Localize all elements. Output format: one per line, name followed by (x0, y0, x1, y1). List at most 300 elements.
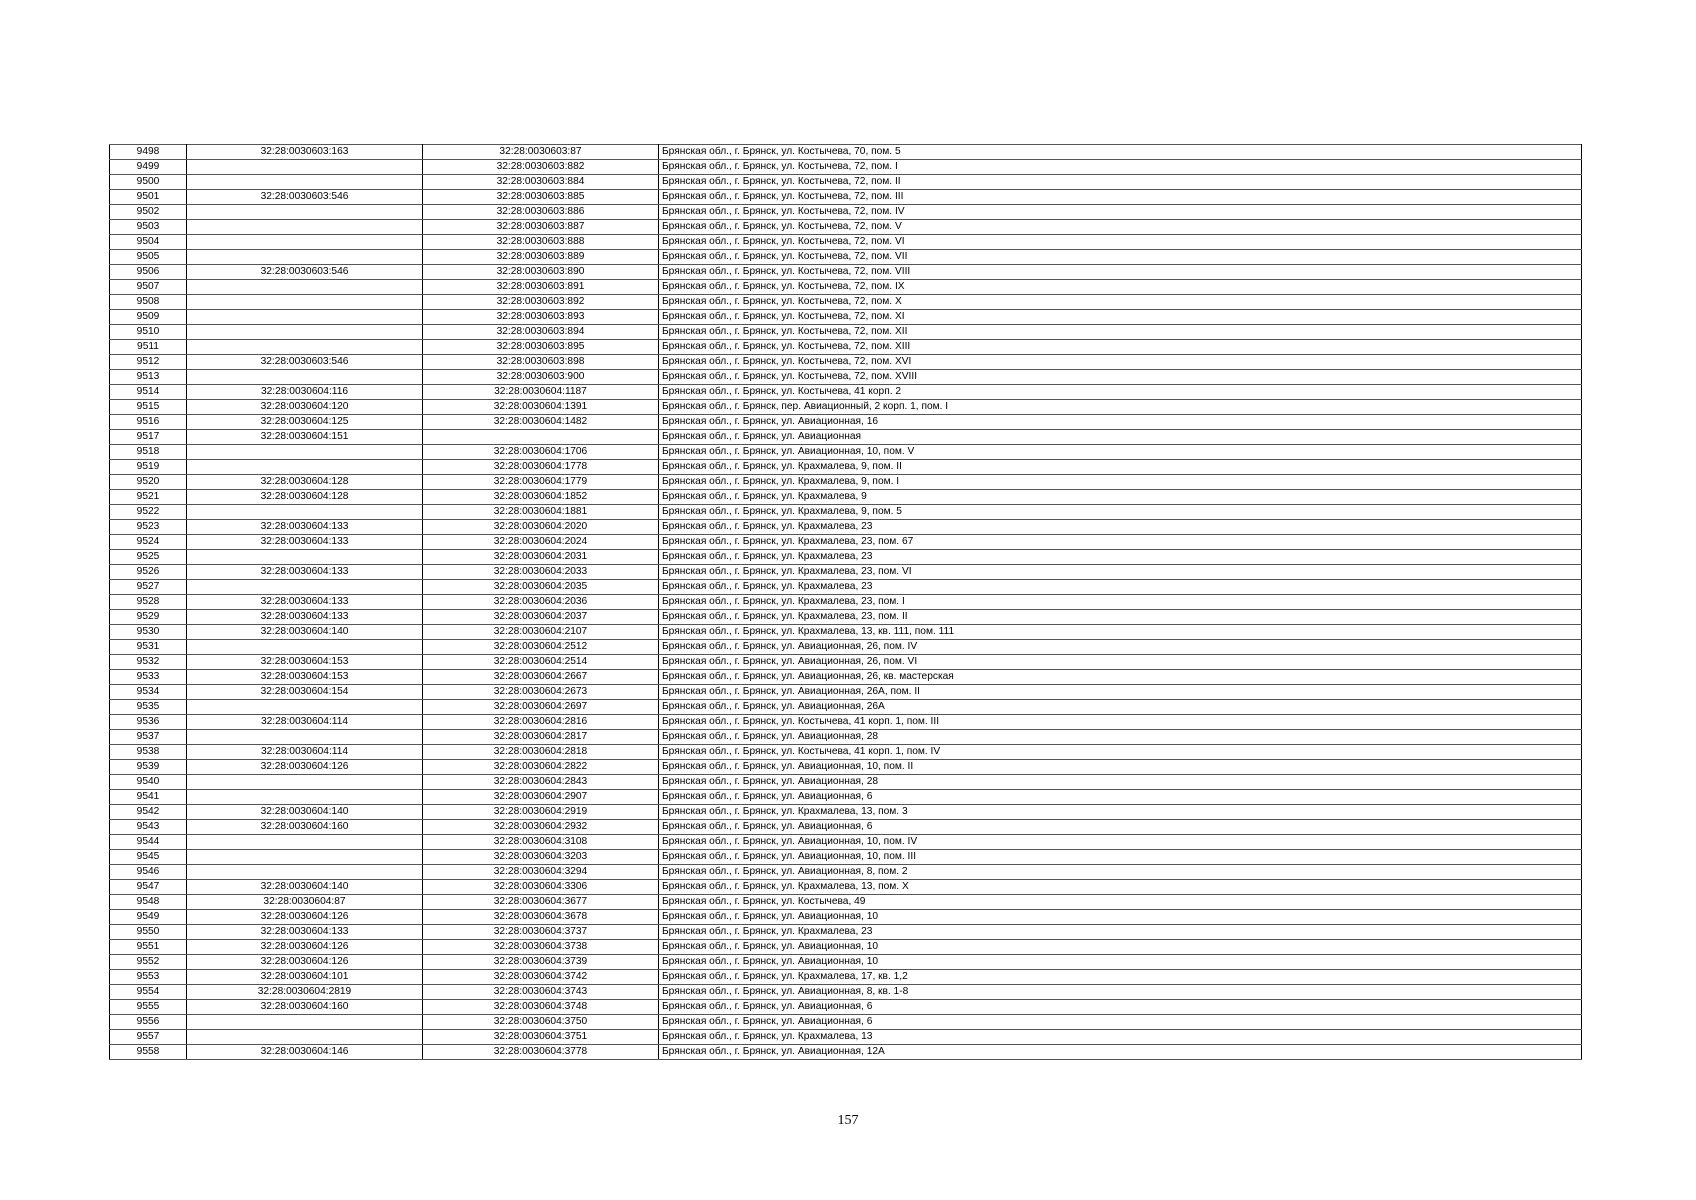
row-number-cell: 9550 (110, 925, 187, 940)
parcel-number-cell: 32:28:0030604:146 (187, 1045, 423, 1060)
row-number-cell: 9499 (110, 160, 187, 175)
address-cell: Брянская обл., г. Брянск, ул. Костычева, 72, пом. XII (659, 325, 1582, 340)
parcel-number-cell: 32:28:0030604:114 (187, 745, 423, 760)
address-cell: Брянская обл., г. Брянск, ул. Костычева, 41 корп. 2 (659, 385, 1582, 400)
row-number-cell: 9508 (110, 295, 187, 310)
address-cell: Брянская обл., г. Брянск, ул. Крахмалева, 13, пом. X (659, 880, 1582, 895)
parcel-number-cell (187, 160, 423, 175)
object-number-cell: 32:28:0030604:1391 (423, 400, 659, 415)
parcel-number-cell: 32:28:0030603:546 (187, 265, 423, 280)
table-row (110, 925, 1582, 940)
object-number-cell: 32:28:0030604:3742 (423, 970, 659, 985)
row-number-cell: 9547 (110, 880, 187, 895)
address-cell: Брянская обл., г. Брянск, ул. Крахмалева, 13, кв. 111, пом. 111 (659, 625, 1582, 640)
address-cell: Брянская обл., г. Брянск, ул. Костычева, 72, пом. IX (659, 280, 1582, 295)
row-number-cell: 9545 (110, 850, 187, 865)
address-cell: Брянская обл., г. Брянск, ул. Авиационная, 26, кв. мастерская (659, 670, 1582, 685)
address-cell: Брянская обл., г. Брянск, пер. Авиационный, 2 корп. 1, пом. I (659, 400, 1582, 415)
object-number-cell: 32:28:0030603:889 (423, 250, 659, 265)
object-number-cell: 32:28:0030604:3677 (423, 895, 659, 910)
address-cell: Брянская обл., г. Брянск, ул. Костычева, 72, пом. III (659, 190, 1582, 205)
parcel-number-cell (187, 580, 423, 595)
address-cell: Брянская обл., г. Брянск, ул. Авиационная, 6 (659, 820, 1582, 835)
object-number-cell: 32:28:0030604:2512 (423, 640, 659, 655)
address-cell: Брянская обл., г. Брянск, ул. Костычева, 72, пом. II (659, 175, 1582, 190)
table-row (110, 970, 1582, 985)
table-row (110, 565, 1582, 580)
row-number-cell: 9534 (110, 685, 187, 700)
object-number-cell: 32:28:0030604:2036 (423, 595, 659, 610)
row-number-cell: 9549 (110, 910, 187, 925)
parcel-number-cell (187, 280, 423, 295)
row-number-cell: 9538 (110, 745, 187, 760)
parcel-number-cell (187, 460, 423, 475)
row-number-cell: 9531 (110, 640, 187, 655)
address-cell: Брянская обл., г. Брянск, ул. Крахмалева, 23 (659, 550, 1582, 565)
object-number-cell: 32:28:0030604:2697 (423, 700, 659, 715)
row-number-cell: 9556 (110, 1015, 187, 1030)
table-row (110, 940, 1582, 955)
object-number-cell: 32:28:0030604:1482 (423, 415, 659, 430)
row-number-cell: 9523 (110, 520, 187, 535)
address-cell: Брянская обл., г. Брянск, ул. Авиационная, 12А (659, 1045, 1582, 1060)
object-number-cell: 32:28:0030604:3737 (423, 925, 659, 940)
address-cell: Брянская обл., г. Брянск, ул. Крахмалева, 23, пом. I (659, 595, 1582, 610)
parcel-number-cell: 32:28:0030604:126 (187, 955, 423, 970)
object-number-cell: 32:28:0030604:3678 (423, 910, 659, 925)
parcel-number-cell (187, 1015, 423, 1030)
object-number-cell: 32:28:0030604:2020 (423, 520, 659, 535)
table-row (110, 505, 1582, 520)
object-number-cell: 32:28:0030604:2822 (423, 760, 659, 775)
row-number-cell: 9512 (110, 355, 187, 370)
address-cell: Брянская обл., г. Брянск, ул. Крахмалева, 23 (659, 925, 1582, 940)
table-row (110, 580, 1582, 595)
address-cell: Брянская обл., г. Брянск, ул. Крахмалева, 9, пом. II (659, 460, 1582, 475)
address-cell: Брянская обл., г. Брянск, ул. Авиационная, 6 (659, 1015, 1582, 1030)
row-number-cell: 9552 (110, 955, 187, 970)
row-number-cell: 9541 (110, 790, 187, 805)
parcel-number-cell (187, 865, 423, 880)
object-number-cell: 32:28:0030603:891 (423, 280, 659, 295)
row-number-cell: 9537 (110, 730, 187, 745)
parcel-number-cell (187, 700, 423, 715)
parcel-number-cell (187, 550, 423, 565)
table-row (110, 790, 1582, 805)
row-number-cell: 9535 (110, 700, 187, 715)
row-number-cell: 9511 (110, 340, 187, 355)
registry-table-body (110, 145, 1582, 1060)
parcel-number-cell: 32:28:0030604:140 (187, 625, 423, 640)
table-row (110, 550, 1582, 565)
table-row (110, 955, 1582, 970)
object-number-cell: 32:28:0030604:3306 (423, 880, 659, 895)
object-number-cell: 32:28:0030604:2514 (423, 655, 659, 670)
address-cell: Брянская обл., г. Брянск, ул. Авиационная, 10, пом. II (659, 760, 1582, 775)
parcel-number-cell (187, 235, 423, 250)
object-number-cell: 32:28:0030603:887 (423, 220, 659, 235)
address-cell: Брянская обл., г. Брянск, ул. Костычева, 72, пом. I (659, 160, 1582, 175)
address-cell: Брянская обл., г. Брянск, ул. Костычева, 72, пом. XVI (659, 355, 1582, 370)
table-row (110, 175, 1582, 190)
table-row (110, 640, 1582, 655)
address-cell: Брянская обл., г. Брянск, ул. Авиационная, 28 (659, 775, 1582, 790)
row-number-cell: 9521 (110, 490, 187, 505)
object-number-cell: 32:28:0030603:885 (423, 190, 659, 205)
object-number-cell: 32:28:0030603:890 (423, 265, 659, 280)
row-number-cell: 9546 (110, 865, 187, 880)
row-number-cell: 9514 (110, 385, 187, 400)
object-number-cell: 32:28:0030604:1778 (423, 460, 659, 475)
address-cell: Брянская обл., г. Брянск, ул. Авиационная, 10 (659, 940, 1582, 955)
table-row (110, 160, 1582, 175)
address-cell: Брянская обл., г. Брянск, ул. Авиационная, 10, пом. III (659, 850, 1582, 865)
object-number-cell: 32:28:0030604:3203 (423, 850, 659, 865)
address-cell: Брянская обл., г. Брянск, ул. Авиационная, 26, пом. VI (659, 655, 1582, 670)
object-number-cell: 32:28:0030604:3743 (423, 985, 659, 1000)
parcel-number-cell (187, 835, 423, 850)
row-number-cell: 9557 (110, 1030, 187, 1045)
object-number-cell: 32:28:0030604:3750 (423, 1015, 659, 1030)
parcel-number-cell: 32:28:0030604:133 (187, 925, 423, 940)
object-number-cell: 32:28:0030603:87 (423, 145, 659, 160)
row-number-cell: 9524 (110, 535, 187, 550)
object-number-cell: 32:28:0030603:884 (423, 175, 659, 190)
address-cell: Брянская обл., г. Брянск, ул. Авиационная, 8, пом. 2 (659, 865, 1582, 880)
parcel-number-cell (187, 325, 423, 340)
parcel-number-cell: 32:28:0030604:125 (187, 415, 423, 430)
address-cell: Брянская обл., г. Брянск, ул. Костычева, 41 корп. 1, пом. IV (659, 745, 1582, 760)
row-number-cell: 9517 (110, 430, 187, 445)
parcel-number-cell (187, 790, 423, 805)
parcel-number-cell: 32:28:0030604:133 (187, 535, 423, 550)
object-number-cell: 32:28:0030604:2816 (423, 715, 659, 730)
address-cell: Брянская обл., г. Брянск, ул. Авиационная, 6 (659, 790, 1582, 805)
row-number-cell: 9530 (110, 625, 187, 640)
parcel-number-cell: 32:28:0030604:126 (187, 760, 423, 775)
row-number-cell: 9500 (110, 175, 187, 190)
address-cell: Брянская обл., г. Брянск, ул. Костычева, 49 (659, 895, 1582, 910)
row-number-cell: 9551 (110, 940, 187, 955)
parcel-number-cell (187, 205, 423, 220)
address-cell: Брянская обл., г. Брянск, ул. Авиационная, 10, пом. IV (659, 835, 1582, 850)
object-number-cell: 32:28:0030604:2107 (423, 625, 659, 640)
parcel-number-cell: 32:28:0030604:140 (187, 805, 423, 820)
parcel-number-cell: 32:28:0030604:87 (187, 895, 423, 910)
row-number-cell: 9532 (110, 655, 187, 670)
table-row (110, 415, 1582, 430)
table-row (110, 880, 1582, 895)
parcel-number-cell (187, 445, 423, 460)
object-number-cell: 32:28:0030604:2932 (423, 820, 659, 835)
parcel-number-cell (187, 850, 423, 865)
row-number-cell: 9554 (110, 985, 187, 1000)
object-number-cell: 32:28:0030604:2033 (423, 565, 659, 580)
row-number-cell: 9502 (110, 205, 187, 220)
object-number-cell: 32:28:0030604:3751 (423, 1030, 659, 1045)
object-number-cell: 32:28:0030604:1779 (423, 475, 659, 490)
object-number-cell: 32:28:0030604:3748 (423, 1000, 659, 1015)
parcel-number-cell: 32:28:0030604:133 (187, 595, 423, 610)
table-row (110, 655, 1582, 670)
object-number-cell: 32:28:0030604:2919 (423, 805, 659, 820)
object-number-cell: 32:28:0030603:895 (423, 340, 659, 355)
table-row (110, 805, 1582, 820)
table-row (110, 985, 1582, 1000)
table-row (110, 685, 1582, 700)
row-number-cell: 9509 (110, 310, 187, 325)
table-row (110, 700, 1582, 715)
table-row (110, 430, 1582, 445)
row-number-cell: 9525 (110, 550, 187, 565)
address-cell: Брянская обл., г. Брянск, ул. Крахмалева, 23 (659, 580, 1582, 595)
parcel-number-cell: 32:28:0030604:140 (187, 880, 423, 895)
address-cell: Брянская обл., г. Брянск, ул. Авиационная, 26А (659, 700, 1582, 715)
parcel-number-cell: 32:28:0030604:151 (187, 430, 423, 445)
object-number-cell: 32:28:0030604:1187 (423, 385, 659, 400)
address-cell: Брянская обл., г. Брянск, ул. Крахмалева, 23, пом. II (659, 610, 1582, 625)
object-number-cell: 32:28:0030604:2667 (423, 670, 659, 685)
address-cell: Брянская обл., г. Брянск, ул. Крахмалева, 23 (659, 520, 1582, 535)
parcel-number-cell: 32:28:0030604:153 (187, 655, 423, 670)
table-row (110, 595, 1582, 610)
object-number-cell: 32:28:0030603:898 (423, 355, 659, 370)
parcel-number-cell (187, 775, 423, 790)
row-number-cell: 9539 (110, 760, 187, 775)
table-row (110, 1045, 1582, 1060)
table-row (110, 190, 1582, 205)
row-number-cell: 9513 (110, 370, 187, 385)
object-number-cell (423, 430, 659, 445)
parcel-number-cell: 32:28:0030604:154 (187, 685, 423, 700)
row-number-cell: 9504 (110, 235, 187, 250)
row-number-cell: 9533 (110, 670, 187, 685)
parcel-number-cell: 32:28:0030604:114 (187, 715, 423, 730)
table-row (110, 820, 1582, 835)
row-number-cell: 9553 (110, 970, 187, 985)
address-cell: Брянская обл., г. Брянск, ул. Крахмалева, 9, пом. 5 (659, 505, 1582, 520)
row-number-cell: 9555 (110, 1000, 187, 1015)
table-row (110, 370, 1582, 385)
object-number-cell: 32:28:0030604:2024 (423, 535, 659, 550)
address-cell: Брянская обл., г. Брянск, ул. Костычева, 70, пом. 5 (659, 145, 1582, 160)
table-row (110, 250, 1582, 265)
address-cell: Брянская обл., г. Брянск, ул. Костычева, 41 корп. 1, пом. III (659, 715, 1582, 730)
address-cell: Брянская обл., г. Брянск, ул. Костычева, 72, пом. VI (659, 235, 1582, 250)
table-row (110, 145, 1582, 160)
table-row (110, 865, 1582, 880)
table-row (110, 310, 1582, 325)
object-number-cell: 32:28:0030604:2037 (423, 610, 659, 625)
table-row (110, 715, 1582, 730)
object-number-cell: 32:28:0030603:900 (423, 370, 659, 385)
address-cell: Брянская обл., г. Брянск, ул. Костычева, 72, пом. VIII (659, 265, 1582, 280)
table-row (110, 1015, 1582, 1030)
parcel-number-cell: 32:28:0030604:160 (187, 1000, 423, 1015)
parcel-number-cell: 32:28:0030604:133 (187, 520, 423, 535)
address-cell: Брянская обл., г. Брянск, ул. Авиационная, 10 (659, 955, 1582, 970)
table-row (110, 745, 1582, 760)
address-cell: Брянская обл., г. Брянск, ул. Авиационная, 6 (659, 1000, 1582, 1015)
table-row (110, 280, 1582, 295)
object-number-cell: 32:28:0030604:2843 (423, 775, 659, 790)
table-row (110, 895, 1582, 910)
parcel-number-cell: 32:28:0030604:126 (187, 940, 423, 955)
parcel-number-cell: 32:28:0030604:153 (187, 670, 423, 685)
address-cell: Брянская обл., г. Брянск, ул. Костычева, 72, пом. XIII (659, 340, 1582, 355)
row-number-cell: 9542 (110, 805, 187, 820)
parcel-number-cell (187, 1030, 423, 1045)
row-number-cell: 9515 (110, 400, 187, 415)
address-cell: Брянская обл., г. Брянск, ул. Авиационная, 28 (659, 730, 1582, 745)
page-number: 157 (837, 1113, 859, 1128)
table-row (110, 1000, 1582, 1015)
parcel-number-cell (187, 640, 423, 655)
table-row (110, 355, 1582, 370)
parcel-number-cell: 32:28:0030604:133 (187, 565, 423, 580)
object-number-cell: 32:28:0030604:3294 (423, 865, 659, 880)
row-number-cell: 9527 (110, 580, 187, 595)
parcel-number-cell (187, 340, 423, 355)
parcel-number-cell: 32:28:0030603:546 (187, 190, 423, 205)
address-cell: Брянская обл., г. Брянск, ул. Крахмалева, 13, пом. 3 (659, 805, 1582, 820)
row-number-cell: 9498 (110, 145, 187, 160)
table-row (110, 760, 1582, 775)
table-row (110, 475, 1582, 490)
row-number-cell: 9544 (110, 835, 187, 850)
object-number-cell: 32:28:0030603:893 (423, 310, 659, 325)
parcel-number-cell (187, 250, 423, 265)
row-number-cell: 9543 (110, 820, 187, 835)
object-number-cell: 32:28:0030603:886 (423, 205, 659, 220)
table-row (110, 535, 1582, 550)
parcel-number-cell (187, 295, 423, 310)
table-row (110, 490, 1582, 505)
address-cell: Брянская обл., г. Брянск, ул. Крахмалева, 23, пом. VI (659, 565, 1582, 580)
address-cell: Брянская обл., г. Брянск, ул. Авиационная, 16 (659, 415, 1582, 430)
table-row (110, 400, 1582, 415)
address-cell: Брянская обл., г. Брянск, ул. Авиационная (659, 430, 1582, 445)
parcel-number-cell: 32:28:0030604:120 (187, 400, 423, 415)
object-number-cell: 32:28:0030604:2031 (423, 550, 659, 565)
table-row (110, 220, 1582, 235)
row-number-cell: 9558 (110, 1045, 187, 1060)
table-row (110, 775, 1582, 790)
parcel-number-cell (187, 505, 423, 520)
address-cell: Брянская обл., г. Брянск, ул. Авиационная, 10, пом. V (659, 445, 1582, 460)
table-row (110, 325, 1582, 340)
object-number-cell: 32:28:0030604:3739 (423, 955, 659, 970)
address-cell: Брянская обл., г. Брянск, ул. Костычева, 72, пом. XI (659, 310, 1582, 325)
address-cell: Брянская обл., г. Брянск, ул. Авиационная, 10 (659, 910, 1582, 925)
parcel-number-cell (187, 370, 423, 385)
row-number-cell: 9505 (110, 250, 187, 265)
object-number-cell: 32:28:0030603:894 (423, 325, 659, 340)
object-number-cell: 32:28:0030604:1881 (423, 505, 659, 520)
table-row (110, 850, 1582, 865)
row-number-cell: 9528 (110, 595, 187, 610)
table-row (110, 670, 1582, 685)
row-number-cell: 9526 (110, 565, 187, 580)
table-row (110, 205, 1582, 220)
object-number-cell: 32:28:0030604:3778 (423, 1045, 659, 1060)
address-cell: Брянская обл., г. Брянск, ул. Крахмалева, 9, пом. I (659, 475, 1582, 490)
table-row (110, 835, 1582, 850)
row-number-cell: 9522 (110, 505, 187, 520)
object-number-cell: 32:28:0030604:2818 (423, 745, 659, 760)
parcel-number-cell: 32:28:0030604:101 (187, 970, 423, 985)
parcel-number-cell: 32:28:0030604:133 (187, 610, 423, 625)
address-cell: Брянская обл., г. Брянск, ул. Костычева, 72, пом. VII (659, 250, 1582, 265)
parcel-number-cell (187, 175, 423, 190)
object-number-cell: 32:28:0030604:2673 (423, 685, 659, 700)
parcel-number-cell: 32:28:0030604:160 (187, 820, 423, 835)
row-number-cell: 9529 (110, 610, 187, 625)
address-cell: Брянская обл., г. Брянск, ул. Костычева, 72, пом. XVIII (659, 370, 1582, 385)
address-cell: Брянская обл., г. Брянск, ул. Авиационная, 8, кв. 1-8 (659, 985, 1582, 1000)
address-cell: Брянская обл., г. Брянск, ул. Авиационная, 26, пом. IV (659, 640, 1582, 655)
table-row (110, 610, 1582, 625)
object-number-cell: 32:28:0030604:2907 (423, 790, 659, 805)
object-number-cell: 32:28:0030604:3738 (423, 940, 659, 955)
address-cell: Брянская обл., г. Брянск, ул. Костычева, 72, пом. V (659, 220, 1582, 235)
table-row (110, 340, 1582, 355)
row-number-cell: 9548 (110, 895, 187, 910)
address-cell: Брянская обл., г. Брянск, ул. Крахмалева, 23, пом. 67 (659, 535, 1582, 550)
parcel-number-cell: 32:28:0030604:126 (187, 910, 423, 925)
table-row (110, 460, 1582, 475)
object-number-cell: 32:28:0030604:2817 (423, 730, 659, 745)
address-cell: Брянская обл., г. Брянск, ул. Крахмалева, 9 (659, 490, 1582, 505)
parcel-number-cell: 32:28:0030603:546 (187, 355, 423, 370)
registry-table (109, 144, 1582, 1060)
table-row (110, 730, 1582, 745)
row-number-cell: 9510 (110, 325, 187, 340)
row-number-cell: 9506 (110, 265, 187, 280)
address-cell: Брянская обл., г. Брянск, ул. Авиационная, 26А, пом. II (659, 685, 1582, 700)
table-row (110, 235, 1582, 250)
row-number-cell: 9507 (110, 280, 187, 295)
parcel-number-cell (187, 220, 423, 235)
address-cell: Брянская обл., г. Брянск, ул. Крахмалева, 17, кв. 1,2 (659, 970, 1582, 985)
row-number-cell: 9519 (110, 460, 187, 475)
row-number-cell: 9516 (110, 415, 187, 430)
table-row (110, 265, 1582, 280)
parcel-number-cell: 32:28:0030603:163 (187, 145, 423, 160)
table-row (110, 385, 1582, 400)
object-number-cell: 32:28:0030604:1852 (423, 490, 659, 505)
parcel-number-cell: 32:28:0030604:116 (187, 385, 423, 400)
address-cell: Брянская обл., г. Брянск, ул. Костычева, 72, пом. IV (659, 205, 1582, 220)
row-number-cell: 9518 (110, 445, 187, 460)
table-row (110, 445, 1582, 460)
table-row (110, 910, 1582, 925)
object-number-cell: 32:28:0030603:892 (423, 295, 659, 310)
table-row (110, 520, 1582, 535)
parcel-number-cell (187, 310, 423, 325)
table-row (110, 1030, 1582, 1045)
table-row (110, 625, 1582, 640)
object-number-cell: 32:28:0030604:3108 (423, 835, 659, 850)
address-cell: Брянская обл., г. Брянск, ул. Крахмалева, 13 (659, 1030, 1582, 1045)
parcel-number-cell: 32:28:0030604:128 (187, 490, 423, 505)
parcel-number-cell: 32:28:0030604:2819 (187, 985, 423, 1000)
parcel-number-cell (187, 730, 423, 745)
object-number-cell: 32:28:0030604:1706 (423, 445, 659, 460)
object-number-cell: 32:28:0030604:2035 (423, 580, 659, 595)
row-number-cell: 9540 (110, 775, 187, 790)
row-number-cell: 9503 (110, 220, 187, 235)
